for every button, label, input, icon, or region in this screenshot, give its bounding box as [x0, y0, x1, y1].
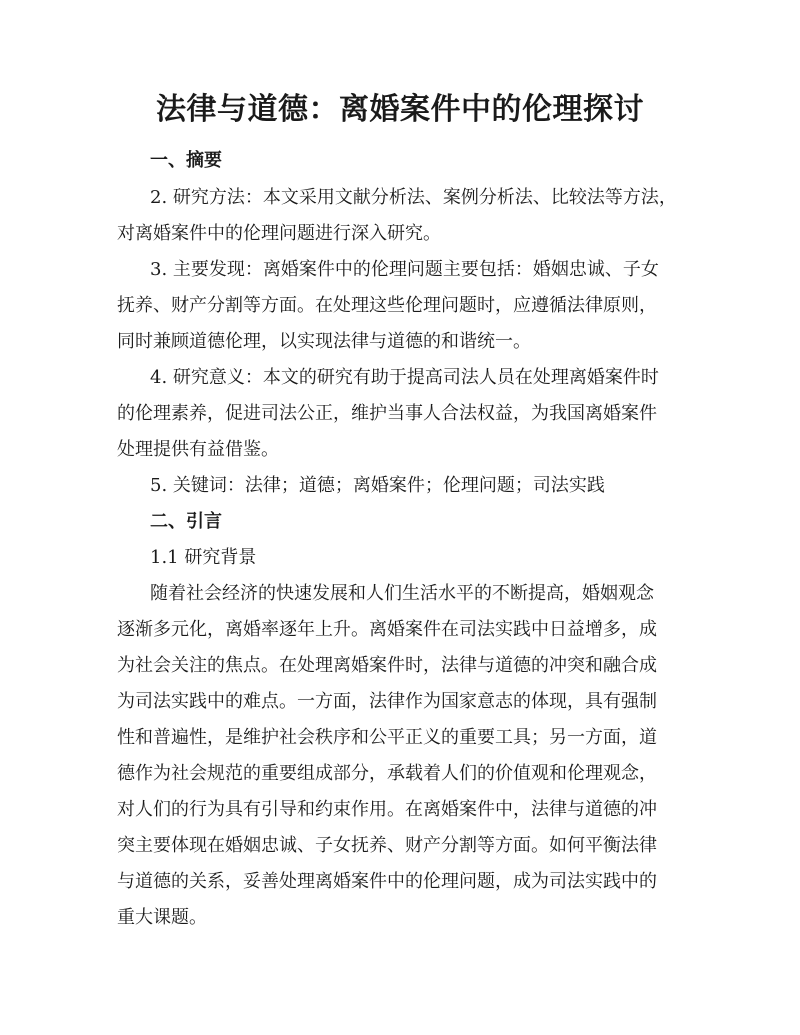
section-heading-introduction: 二、引言 [150, 511, 222, 532]
document-title: 法律与道德：离婚案件中的伦理探讨 [156, 92, 644, 127]
paragraph-line: 对离婚案件中的伦理问题进行深入研究。 [117, 223, 441, 244]
paragraph-line: 性和普遍性，是维护社会秩序和公平正义的重要工具；另一方面，道 [117, 727, 657, 748]
paragraph-line: 处理提供有益借鉴。 [117, 439, 279, 460]
paragraph-line: 随着社会经济的快速发展和人们生活水平的不断提高，婚姻观念 [150, 583, 654, 604]
paragraph-line: 对人们的行为具有引导和约束作用。在离婚案件中，法律与道德的冲 [117, 799, 657, 820]
paragraph-line: 德作为社会规范的重要组成部分，承载着人们的价值观和伦理观念， [117, 763, 657, 784]
paragraph-line: 同时兼顾道德伦理，以实现法律与道德的和谐统一。 [117, 331, 531, 352]
paragraph-line: 4. 研究意义：本文的研究有助于提高司法人员在处理离婚案件时 [150, 367, 659, 388]
paragraph-line: 抚养、财产分割等方面。在处理这些伦理问题时，应遵循法律原则， [117, 295, 657, 316]
section-heading-abstract: 一、摘要 [150, 150, 222, 171]
paragraph-line: 2. 研究方法：本文采用文献分析法、案例分析法、比较法等方法， [150, 187, 677, 208]
paragraph-line: 的伦理素养，促进司法公正，维护当事人合法权益，为我国离婚案件 [117, 403, 657, 424]
paragraph-line: 与道德的关系，妥善处理离婚案件中的伦理问题，成为司法实践中的 [117, 871, 657, 892]
paragraph-line: 突主要体现在婚姻忠诚、子女抚养、财产分割等方面。如何平衡法律 [117, 835, 657, 856]
paragraph-line: 为社会关注的焦点。在处理离婚案件时，法律与道德的冲突和融合成 [117, 655, 657, 676]
paragraph-line: 重大课题。 [117, 907, 207, 928]
paragraph-line: 3. 主要发现：离婚案件中的伦理问题主要包括：婚姻忠诚、子女 [150, 259, 659, 280]
subsection-heading: 1.1 研究背景 [150, 547, 257, 568]
paragraph-line: 5. 关键词：法律；道德；离婚案件；伦理问题；司法实践 [150, 475, 605, 496]
paragraph-line: 逐渐多元化，离婚率逐年上升。离婚案件在司法实践中日益增多，成 [117, 619, 657, 640]
paragraph-line: 为司法实践中的难点。一方面，法律作为国家意志的体现，具有强制 [117, 691, 657, 712]
